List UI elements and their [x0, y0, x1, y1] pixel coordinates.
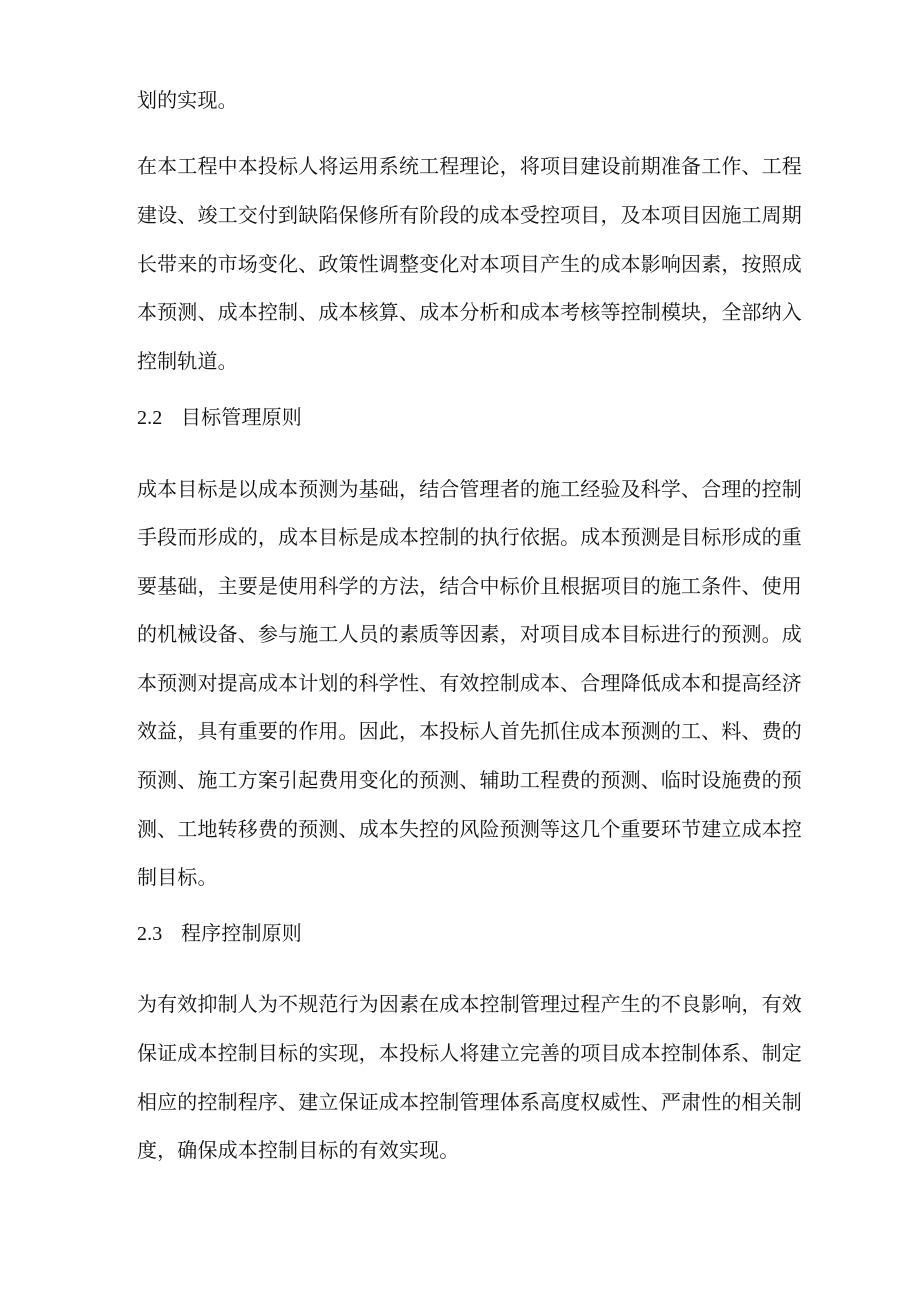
section-number: 2.3: [137, 923, 163, 945]
paragraph-line: 制目标。: [137, 865, 218, 889]
paragraph-line: 划的实现。: [137, 88, 238, 112]
section-title: 目标管理原则: [181, 405, 302, 429]
section-number: 2.2: [137, 407, 163, 429]
paragraph-line: 要基础，主要是使用科学的方法，结合中标价且根据项目的施工条件、使用: [137, 574, 802, 598]
section-heading-2-2: [137, 405, 302, 430]
paragraph-line: 在本工程中本投标人将运用系统工程理论，将项目建设前期准备工作、工程: [137, 154, 802, 178]
paragraph-line: 度，确保成本控制目标的有效实现。: [137, 1138, 460, 1162]
paragraph-line: 相应的控制程序、建立保证成本控制管理体系高度权威性、严肃性的相关制: [137, 1090, 802, 1114]
paragraph-line: 建设、竣工交付到缺陷保修所有阶段的成本受控项目，及本项目因施工周期: [137, 203, 802, 227]
paragraph-line: 测、工地转移费的预测、成本失控的风险预测等这几个重要环节建立成本控: [137, 817, 802, 841]
paragraph-line: 长带来的市场变化、政策性调整变化对本项目产生的成本影响因素，按照成: [137, 252, 802, 276]
paragraph-line: 本预测对提高成本计划的科学性、有效控制成本、合理降低成本和提高经济: [137, 671, 802, 695]
paragraph-line: 成本目标是以成本预测为基础，结合管理者的施工经验及科学、合理的控制: [137, 477, 802, 501]
paragraph-line: 保证成本控制目标的实现，本投标人将建立完善的项目成本控制体系、制定: [137, 1041, 802, 1065]
paragraph-line: 预测、施工方案引起费用变化的预测、辅助工程费的预测、临时设施费的预: [137, 768, 802, 792]
section-heading-2-3: [137, 921, 302, 946]
paragraph-line: 的机械设备、参与施工人员的素质等因素，对项目成本目标进行的预测。成: [137, 622, 802, 646]
section-title: 程序控制原则: [181, 921, 302, 945]
paragraph-line: 手段而形成的，成本目标是成本控制的执行依据。成本预测是目标形成的重: [137, 525, 802, 549]
paragraph-line: 效益，具有重要的作用。因此，本投标人首先抓住成本预测的工、料、费的: [137, 719, 802, 743]
paragraph-line: 控制轨道。: [137, 349, 238, 373]
paragraph-line: 为有效抑制人为不规范行为因素在成本控制管理过程产生的不良影响，有效: [137, 992, 802, 1016]
paragraph-line: 本预测、成本控制、成本核算、成本分析和成本考核等控制模块，全部纳入: [137, 300, 802, 324]
